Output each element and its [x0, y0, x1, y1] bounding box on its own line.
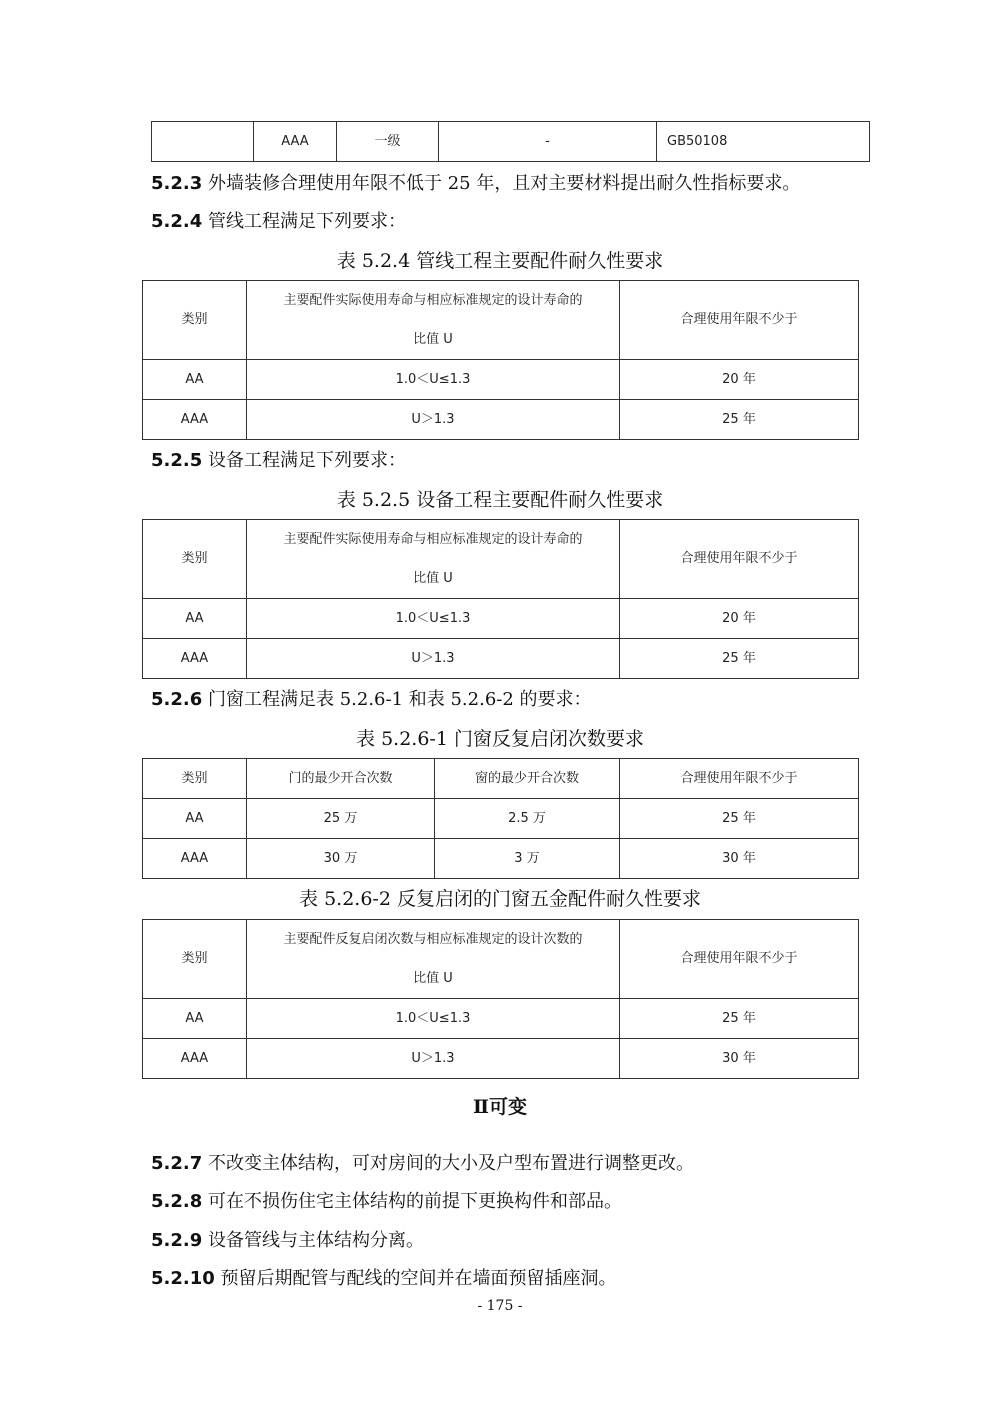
table-5-2-6-1 — [142, 758, 859, 879]
header-ratio-line2: 比值 U — [413, 571, 453, 586]
table-cell — [152, 122, 254, 162]
table-row — [143, 839, 859, 879]
header-window-cycles: 窗的最少开合次数 — [435, 759, 620, 799]
table-cell: GB50108 — [657, 122, 870, 162]
table-cell: 30 年 — [620, 839, 859, 879]
clause-text: 管线工程满足下列要求： — [207, 211, 406, 232]
header-door-cycles: 门的最少开合次数 — [247, 759, 435, 799]
header-category: 类别 — [143, 281, 247, 360]
table-5-2-4 — [142, 280, 859, 440]
clause-number: 5.2.6 — [151, 689, 203, 710]
header-years: 合理使用年限不少于 — [620, 759, 859, 799]
header-category: 类别 — [143, 920, 247, 999]
header-ratio — [247, 920, 620, 999]
table-row — [143, 599, 859, 639]
header-ratio — [247, 520, 620, 599]
table-cell: 20 年 — [620, 360, 859, 400]
table-header-row — [143, 920, 859, 999]
table-cell: 1.0＜U≤1.3 — [247, 599, 620, 639]
table-5-2-6-2-caption: 表 5.2.6-2 反复启闭的门窗五金配件耐久性要求 — [299, 888, 701, 910]
table-cell: 25 万 — [247, 799, 435, 839]
clause-5-2-10 — [151, 1266, 617, 1292]
table-row — [143, 400, 859, 440]
table-5-2-5 — [142, 519, 859, 679]
table-row — [143, 360, 859, 400]
table-cell: U＞1.3 — [247, 1039, 620, 1079]
page-number: - 175 - — [477, 1298, 523, 1314]
clause-number: 5.2.10 — [151, 1268, 215, 1289]
header-category: 类别 — [143, 759, 247, 799]
table-cell: 一级 — [337, 122, 439, 162]
table-5-2-6-2 — [142, 919, 859, 1079]
table-5-2-5-caption: 表 5.2.5 设备工程主要配件耐久性要求 — [336, 489, 664, 511]
clause-5-2-4 — [151, 209, 406, 235]
table-cell: AA — [143, 360, 247, 400]
clause-text: 预留后期配管与配线的空间并在墙面预留插座洞。 — [220, 1268, 617, 1289]
header-ratio — [247, 281, 620, 360]
clause-5-2-9 — [151, 1228, 424, 1254]
table-cell: 25 年 — [620, 799, 859, 839]
header-ratio-line1: 主要配件实际使用寿命与相应标准规定的设计寿命的 — [283, 293, 583, 308]
table-row — [143, 639, 859, 679]
table-cell: 3 万 — [435, 839, 620, 879]
table-cell: AAA — [143, 1039, 247, 1079]
table-header-row — [143, 520, 859, 599]
table-cell: U＞1.3 — [247, 400, 620, 440]
header-years: 合理使用年限不少于 — [620, 520, 859, 599]
table-cell: 30 万 — [247, 839, 435, 879]
table-cell: AAA — [143, 400, 247, 440]
table-cell: AAA — [254, 122, 337, 162]
clause-5-2-5 — [151, 448, 406, 474]
table-cell: U＞1.3 — [247, 639, 620, 679]
table-cell: 1.0＜U≤1.3 — [247, 360, 620, 400]
table-row — [143, 799, 859, 839]
clause-text: 设备工程满足下列要求： — [207, 450, 406, 471]
clause-text: 门窗工程满足表 5.2.6-1 和表 5.2.6-2 的要求： — [207, 689, 592, 710]
clause-text: 设备管线与主体结构分离。 — [207, 1230, 424, 1251]
table-cell: - — [439, 122, 657, 162]
clause-number: 5.2.5 — [151, 450, 203, 471]
clause-number: 5.2.8 — [151, 1191, 203, 1212]
clause-number: 5.2.9 — [151, 1230, 203, 1251]
table-5-2-4-caption: 表 5.2.4 管线工程主要配件耐久性要求 — [336, 250, 664, 272]
table-cell: 30 年 — [620, 1039, 859, 1079]
table-cell: AAA — [143, 839, 247, 879]
table-cell: 25 年 — [620, 999, 859, 1039]
section-heading: Ⅱ可变 — [472, 1096, 527, 1118]
clause-number: 5.2.3 — [151, 173, 203, 194]
table-cell: 1.0＜U≤1.3 — [247, 999, 620, 1039]
table-row — [143, 999, 859, 1039]
clause-text: 可在不损伤住宅主体结构的前提下更换构件和部品。 — [207, 1191, 622, 1212]
header-ratio-line2: 比值 U — [413, 332, 453, 347]
table-5-2-6-1-caption: 表 5.2.6-1 门窗反复启闭次数要求 — [356, 728, 644, 750]
table-cell: AA — [143, 999, 247, 1039]
table-cell: AAA — [143, 639, 247, 679]
clause-5-2-8 — [151, 1189, 622, 1215]
table-cell: 20 年 — [620, 599, 859, 639]
table-cell: AA — [143, 799, 247, 839]
clause-5-2-6 — [151, 687, 592, 713]
clause-number: 5.2.4 — [151, 211, 203, 232]
header-ratio-line1: 主要配件反复启闭次数与相应标准规定的设计次数的 — [283, 932, 583, 947]
header-ratio-line2: 比值 U — [413, 971, 453, 986]
clause-5-2-7 — [151, 1151, 694, 1177]
table-cell: 25 年 — [620, 400, 859, 440]
header-years: 合理使用年限不少于 — [620, 281, 859, 360]
clause-number: 5.2.7 — [151, 1153, 203, 1174]
header-years: 合理使用年限不少于 — [620, 920, 859, 999]
table-cell: AA — [143, 599, 247, 639]
table-header-row — [143, 759, 859, 799]
table-cell: 25 年 — [620, 639, 859, 679]
top-table-fragment — [151, 121, 870, 162]
table-row — [152, 122, 870, 162]
header-category: 类别 — [143, 520, 247, 599]
clause-5-2-3 — [151, 171, 800, 197]
table-cell: 2.5 万 — [435, 799, 620, 839]
table-header-row — [143, 281, 859, 360]
header-ratio-line1: 主要配件实际使用寿命与相应标准规定的设计寿命的 — [283, 532, 583, 547]
clause-text: 不改变主体结构，可对房间的大小及户型布置进行调整更改。 — [207, 1153, 694, 1174]
table-row — [143, 1039, 859, 1079]
clause-text: 外墙装修合理使用年限不低于 25 年，且对主要材料提出耐久性指标要求。 — [207, 173, 801, 194]
